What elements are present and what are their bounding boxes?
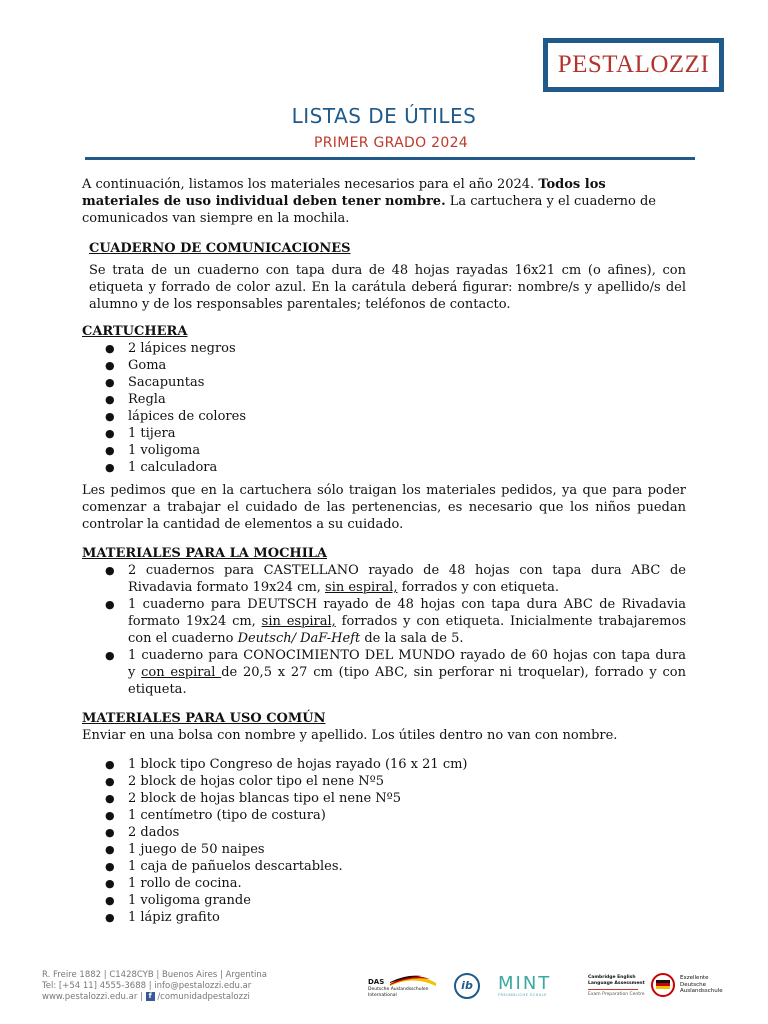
- list-item: ● 1 tijera: [128, 425, 686, 442]
- das-subtitle: Deutsche Auslandsschulen: [368, 987, 429, 992]
- list-item: ● 2 block de hojas color tipo el nene Nº5: [128, 773, 686, 790]
- list-item: ● Goma: [128, 357, 686, 374]
- list-item: ● 2 lápices negros: [128, 340, 686, 357]
- list-item: ● lápices de colores: [128, 408, 686, 425]
- comun-intro: Enviar en una bolsa con nombre y apellido. Los útiles dentro no van con nombre.: [82, 728, 618, 743]
- cartuchera-list: [82, 340, 686, 476]
- footer-phone-email: Tel: [+54 11] 4555-3688 | info@pestalozzi.edu.ar: [42, 981, 252, 991]
- list-item: ● 1 cuaderno para DEUTSCH rayado de 48 hojas con tapa dura ABC de Rivadavia formato 19x24 cm, sin espiral, forrados y con etiqueta. Inicialmente trabajaremos con el cuaderno Deutsch/ DaF-Heft de la sala de 5.: [128, 596, 686, 647]
- pestalozzi-logo: [543, 38, 724, 92]
- intro-bold-text: Todos los materiales de uso individual deben tener nombre.: [82, 177, 606, 209]
- list-item: ● 1 block tipo Congreso de hojas rayado (16 x 21 cm): [128, 756, 686, 773]
- section-cartuchera: [82, 323, 686, 533]
- list-item: ● 2 cuadernos para CASTELLANO rayado de 48 hojas con tapa dura ABC de Rivadavia formato 19x24 cm, sin espiral, forrados y con etiqueta.: [128, 562, 686, 596]
- section-comun: [82, 710, 686, 926]
- mint-title: MINT: [498, 973, 552, 994]
- german-flag-circle-icon: [650, 972, 676, 998]
- mint-logo: [498, 975, 566, 997]
- comun-list: [82, 756, 686, 926]
- list-item: ● Sacapuntas: [128, 374, 686, 391]
- mint-subtitle: FREUNDLICHE SCHULE: [498, 993, 547, 997]
- section-cuaderno: [82, 240, 686, 313]
- cartuchera-note: Les pedimos que en la cartuchera sólo traigan los materiales pedidos, ya que para poder comenzar a trabajar el cuidado de las pertenencias, es necesario que los niños puedan controlar la cantidad de elementos a su cuidado.: [82, 483, 686, 532]
- list-item: ● 1 caja de pañuelos descartables.: [128, 858, 686, 875]
- title-divider: [85, 157, 695, 160]
- intro-text-end: La cartuchera y el cuaderno de comunicados van siempre en la mochila.: [82, 194, 656, 226]
- cuaderno-heading: CUADERNO DE COMUNICACIONES: [89, 241, 351, 256]
- ib-logo: ib: [454, 973, 480, 999]
- list-item: ● 2 block de hojas blancas tipo el nene Nº5: [128, 790, 686, 807]
- list-item: ● 1 voligoma grande: [128, 892, 686, 909]
- list-item: ● 1 juego de 50 naipes: [128, 841, 686, 858]
- cambridge-logo: Cambridge English Language Assessment Exam Preparation Centre: [588, 975, 645, 997]
- list-item: ● 1 lápiz grafito: [128, 909, 686, 926]
- mochila-list: [82, 562, 686, 698]
- das-subtitle-2: International: [368, 993, 397, 998]
- footer-contact: [42, 970, 267, 1003]
- footer-facebook-link[interactable]: /comunidadpestalozzi: [157, 992, 250, 1002]
- list-item: ● 2 dados: [128, 824, 686, 841]
- cuaderno-text: Se trata de un cuaderno con tapa dura de 48 hojas rayadas 16x21 cm (o afines), con etiqueta y forrado de color azul. En la carátula deberá figurar: nombre/s y apellido/s del alumno y de los responsables parentales; teléfonos de contacto.: [89, 263, 686, 312]
- list-item: ● 1 voligoma: [128, 442, 686, 459]
- facebook-icon: f: [146, 992, 155, 1001]
- comun-heading: MATERIALES PARA USO COMÚN: [82, 711, 326, 726]
- intro-paragraph: [82, 176, 686, 227]
- page-subtitle: PRIMER GRADO 2024: [314, 135, 468, 151]
- list-item: ● 1 calculadora: [128, 459, 686, 476]
- logo-text: PESTALOZZI: [547, 42, 720, 88]
- cartuchera-heading: CARTUCHERA: [82, 324, 188, 339]
- section-mochila: [82, 545, 686, 698]
- footer-address: R. Freire 1882 | C1428CYB | Buenos Aires | Argentina: [42, 970, 267, 980]
- das-logo: [368, 972, 438, 1002]
- footer-web: [42, 992, 267, 1003]
- list-item: ● Regla: [128, 391, 686, 408]
- intro-text: A continuación, listamos los materiales necesarios para el año 2024.: [82, 177, 539, 192]
- list-item: ● 1 rollo de cocina.: [128, 875, 686, 892]
- footer-website-link[interactable]: www.pestalozzi.edu.ar |: [42, 992, 146, 1002]
- excelente-logo: Exzellente Deutsche Auslandsschule: [650, 972, 730, 1000]
- page-title: LISTAS DE ÚTILES: [291, 104, 477, 128]
- mochila-heading: MATERIALES PARA LA MOCHILA: [82, 546, 328, 561]
- list-item: ● 1 centímetro (tipo de costura): [128, 807, 686, 824]
- document-body: [82, 176, 686, 926]
- das-title: DAS: [368, 978, 385, 986]
- list-item: ● 1 cuaderno para CONOCIMIENTO DEL MUNDO rayado de 60 hojas con tapa dura y con espiral de 20,5 x 27 cm (tipo ABC, sin perforar ni troquelar), forrado y con etiqueta.: [128, 647, 686, 698]
